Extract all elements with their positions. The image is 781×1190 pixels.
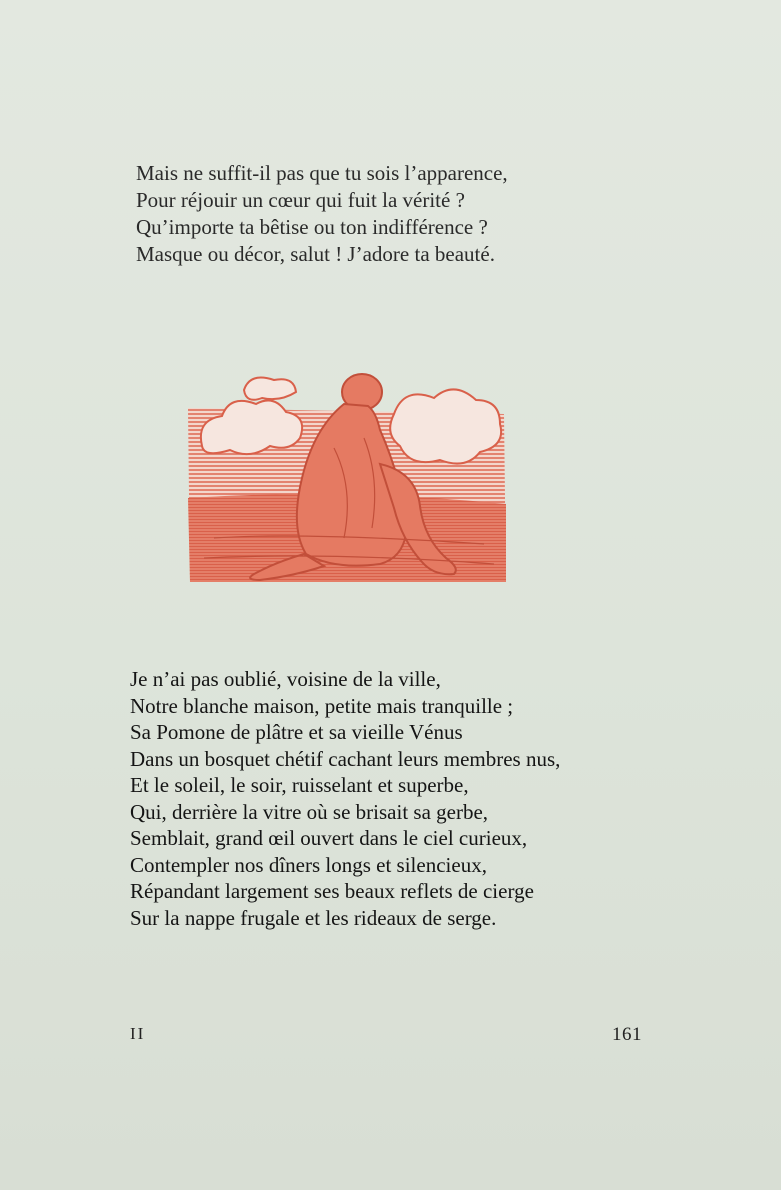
verse-line: Contempler nos dîners longs et silencieux, — [130, 852, 487, 877]
stanza-top — [136, 160, 508, 268]
verse-line: Notre blanche maison, petite mais tranquille ; — [130, 693, 514, 718]
verse-line: Sa Pomone de plâtre et sa vieille Vénus — [130, 720, 463, 744]
verse-line: Qui, derrière la vitre où se brisait sa gerbe, — [130, 799, 489, 824]
verse-line: Semblait, grand œil ouvert dans le ciel curieux, — [130, 826, 528, 850]
woodcut-seated-nude-icon — [184, 368, 508, 586]
verse-line: Pour réjouir un cœur qui fuit la vérité ? — [136, 188, 465, 212]
verse-line: Qu’importe ta bêtise ou ton indifférence ? — [136, 215, 488, 239]
verse-line: Mais ne suffit-il pas que tu sois l’apparence, — [136, 161, 508, 185]
verse-line: Répandant largement ses beaux reflets de cierge — [130, 879, 534, 903]
verse-line: Masque ou décor, salut ! J’adore ta beauté. — [136, 242, 495, 266]
verse-line: Dans un bosquet chétif cachant leurs membres nus, — [130, 746, 561, 771]
signature-mark: II — [130, 1024, 146, 1043]
stanza-bottom — [130, 666, 560, 931]
verse-line: Et le soleil, le soir, ruisselant et superbe, — [130, 773, 469, 797]
page-number: 161 — [612, 1024, 642, 1045]
verse-line: Je n’ai pas oublié, voisine de la ville, — [130, 667, 441, 691]
verse-line: Sur la nappe frugale et les rideaux de serge. — [130, 905, 497, 930]
